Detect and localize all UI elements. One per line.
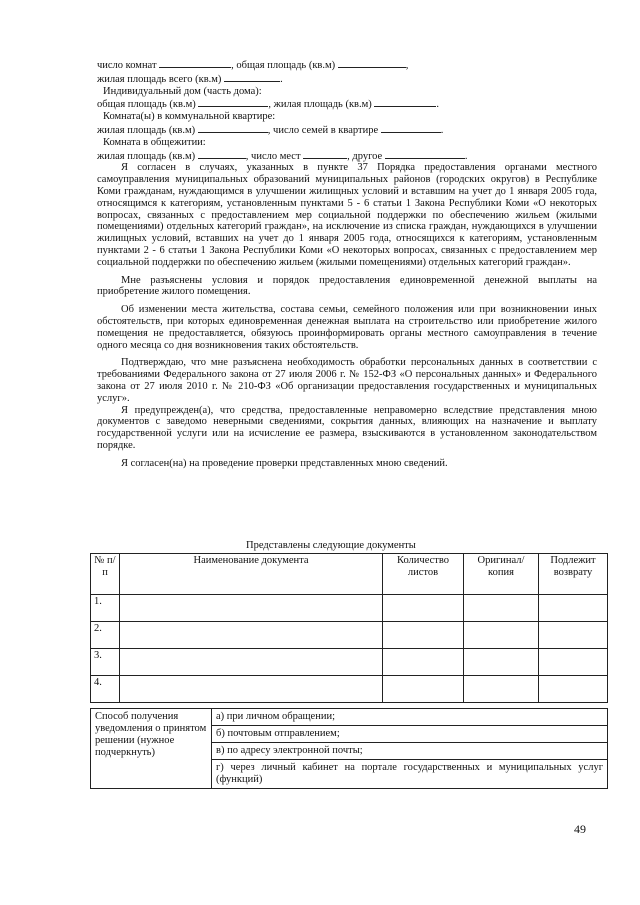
notification-option-portal[interactable]: г) через личный кабинет на портале государственных и муниципальных услуг (функций) bbox=[212, 760, 608, 789]
doc-name-cell[interactable] bbox=[120, 622, 383, 649]
apartment-line: число комнат , общая площадь (кв.м) , bbox=[97, 60, 409, 71]
row-number: 3. bbox=[91, 649, 120, 676]
sheets-cell[interactable] bbox=[383, 676, 464, 703]
total-area-field[interactable] bbox=[338, 58, 406, 68]
living-total-field[interactable] bbox=[224, 72, 280, 82]
communal-living-label: жилая площадь (кв.м) bbox=[97, 124, 196, 136]
return-cell[interactable] bbox=[539, 649, 608, 676]
doc-name-cell[interactable] bbox=[120, 676, 383, 703]
col-return-header: Подлежит возврату bbox=[539, 554, 608, 595]
rooms-label: число комнат bbox=[97, 60, 157, 71]
house-line: общая площадь (кв.м) , жилая площадь (кв.м) . bbox=[97, 99, 440, 111]
row-number: 2. bbox=[91, 622, 120, 649]
form-body bbox=[97, 58, 597, 470]
personal-data-paragraph: Подтверждаю, что мне разъяснена необходимость обработки персональных данных в соответствии с требованиями Федерального закона от 27 июля 2006 г. № 152-ФЗ «О персональных данных» и Федерального закона от 27 июля 2010 г. № 210-ФЗ «Об организации предоставления государственных и муниципальных услуг». bbox=[97, 357, 597, 404]
col-number-header: № п/п bbox=[91, 554, 120, 595]
documents-header-row bbox=[91, 554, 608, 595]
notification-option-in-person[interactable]: а) при личном обращении; bbox=[212, 709, 608, 726]
verification-consent-paragraph: Я согласен(на) на проведение проверки представленных мною сведений. bbox=[121, 457, 448, 469]
communal-families-label: , число семей в квартире bbox=[267, 124, 379, 136]
house-total-label: общая площадь (кв.м) bbox=[97, 99, 196, 111]
house-living-field[interactable] bbox=[374, 97, 436, 107]
dorm-living-field[interactable] bbox=[198, 149, 246, 159]
doc-name-cell[interactable] bbox=[120, 649, 383, 676]
return-cell[interactable] bbox=[539, 595, 608, 622]
communal-families-field[interactable] bbox=[381, 123, 441, 133]
dorm-other-field[interactable] bbox=[385, 149, 465, 159]
consent-registration-paragraph: Я согласен в случаях, указанных в пункте 37 Порядка предоставления органами местного самоуправления муниципальных образований муниципальных районов (городских округов) в Республике Коми гражданам, нуждающимся в улучшении жилищных условий и вставшим на учет до 1 января 2005 года, относящимся к категориям, установленным пунктами 5 - 6 статьи 1 Закона Республики Коми «О некоторых вопросах, связанных с предоставлением мер социальной поддержки по обеспечению жильем (жилыми помещениями) отдельных категорий граждан», на исключение из списка граждан, нуждающихся в улучшении жилищных условий, вставших на учет до 1 января 2005 года, относящихся к категориям, установленным пунктами 2 - 6 статьи 1 Закона Республики Коми «О некоторых вопросах, связанных с предоставлением мер социальной поддержки по обеспечению жильем (жилыми помещениями) отдельных категорий граждан». bbox=[97, 162, 597, 268]
table-row bbox=[91, 622, 608, 649]
original-cell[interactable] bbox=[464, 595, 539, 622]
dorm-heading: Комната в общежитии: bbox=[103, 136, 206, 148]
notification-option-email[interactable]: в) по адресу электронной почты; bbox=[212, 743, 608, 760]
notification-method-table bbox=[90, 708, 608, 789]
table-row bbox=[91, 595, 608, 622]
dorm-places-field[interactable] bbox=[303, 149, 347, 159]
living-total-label: жилая площадь всего (кв.м) bbox=[97, 73, 222, 85]
page-number: 49 bbox=[574, 822, 586, 836]
return-cell[interactable] bbox=[539, 622, 608, 649]
documents-caption: Представлены следующие документы bbox=[246, 540, 416, 551]
original-cell[interactable] bbox=[464, 649, 539, 676]
col-sheets-header: Количество листов bbox=[383, 554, 464, 595]
dorm-places-label: , число мест bbox=[245, 150, 301, 162]
dorm-living-label: жилая площадь (кв.м) bbox=[97, 150, 196, 162]
notification-label: Способ получения уведомления о принятом решении (нужное подчеркнуть) bbox=[91, 709, 212, 789]
table-row bbox=[91, 649, 608, 676]
house-total-field[interactable] bbox=[198, 97, 268, 107]
table-row bbox=[91, 676, 608, 703]
dorm-line: жилая площадь (кв.м) , число мест , другое . bbox=[97, 150, 468, 162]
communal-line: жилая площадь (кв.м) , число семей в квартире . bbox=[97, 124, 444, 136]
original-cell[interactable] bbox=[464, 676, 539, 703]
dorm-other-label: , другое bbox=[347, 150, 383, 162]
communal-living-field[interactable] bbox=[198, 123, 268, 133]
sheets-cell[interactable] bbox=[383, 622, 464, 649]
living-total-line: жилая площадь всего (кв.м) . bbox=[97, 73, 283, 85]
return-cell[interactable] bbox=[539, 676, 608, 703]
notification-option-mail[interactable]: б) почтовым отправлением; bbox=[212, 726, 608, 743]
original-cell[interactable] bbox=[464, 622, 539, 649]
sheets-cell[interactable] bbox=[383, 595, 464, 622]
row-number: 4. bbox=[91, 676, 120, 703]
changes-notice-paragraph: Об изменении места жительства, состава семьи, семейного положения или при возникновении иных обстоятельств, при которых единовременная денежная выплата на строительство или приобретение жилого помещения не предоставляется, обязуюсь проинформировать органы местного самоуправления в течение одного месяца со дня возникновения таких обстоятельств. bbox=[97, 304, 597, 351]
col-name-header: Наименование документа bbox=[120, 554, 383, 595]
row-number: 1. bbox=[91, 595, 120, 622]
warning-paragraph: Я предупрежден(а), что средства, предоставленные неправомерно вследствие представления мною документов с заведомо неверными сведениями, сокрытия данных, влияющих на назначение и выплату государственной услуги или на исчисление ее размера, взыскиваются в установленном законодательством порядке. bbox=[97, 404, 597, 451]
doc-name-cell[interactable] bbox=[120, 595, 383, 622]
communal-heading: Комната(ы) в коммунальной квартире: bbox=[103, 111, 276, 123]
house-living-label: , жилая площадь (кв.м) bbox=[268, 99, 372, 111]
sheets-cell[interactable] bbox=[383, 649, 464, 676]
col-original-header: Оригинал/копия bbox=[464, 554, 539, 595]
documents-table bbox=[90, 553, 608, 703]
conditions-explained-paragraph: Мне разъяснены условия и порядок предоставления единовременной денежной выплаты на приобретение жилого помещения. bbox=[97, 274, 597, 298]
total-area-label: , общая площадь (кв.м) bbox=[231, 60, 336, 71]
rooms-field[interactable] bbox=[159, 58, 231, 68]
house-heading: Индивидуальный дом (часть дома): bbox=[103, 85, 262, 97]
